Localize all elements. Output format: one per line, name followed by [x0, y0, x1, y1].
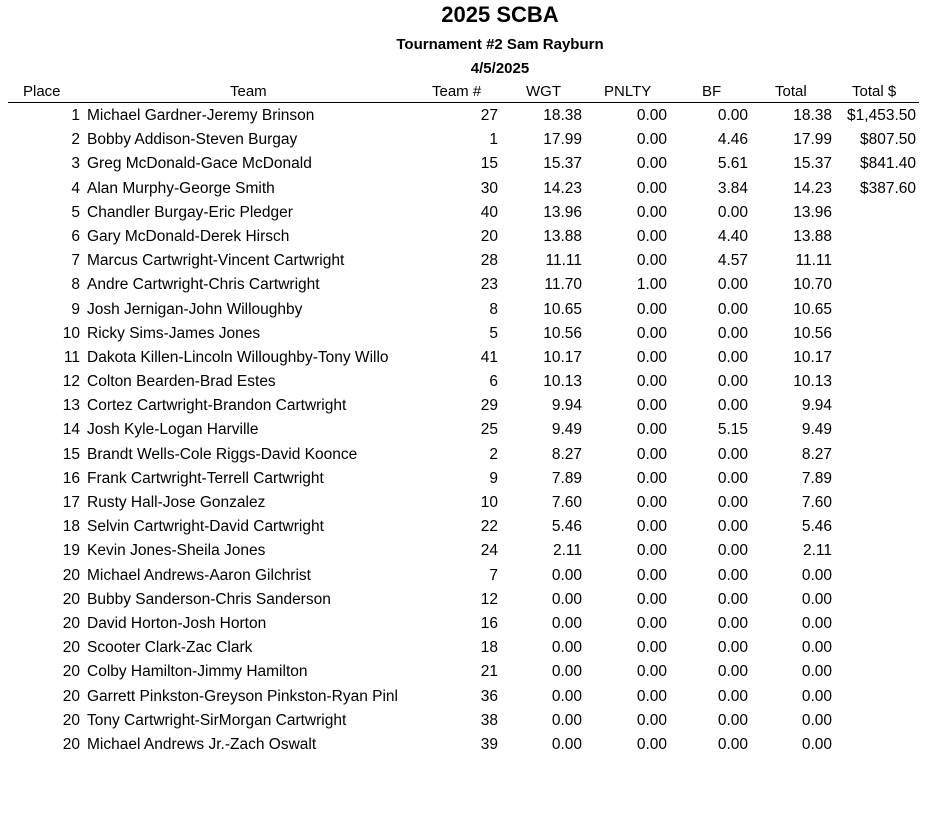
penalty-cell: 0.00: [636, 566, 667, 584]
team-number-cell: 24: [480, 542, 498, 560]
big-fish-cell: 0.00: [717, 348, 748, 366]
team-number-cell: 39: [480, 735, 498, 753]
team-cell: Cortez Cartwright-Brandon Cartwright: [87, 397, 347, 415]
total-cell: 17.99: [793, 131, 832, 149]
tournament-name: Tournament #2 Sam Rayburn: [396, 36, 604, 53]
place-cell: 19: [62, 542, 80, 560]
team-cell: Bubby Sanderson-Chris Sanderson: [87, 590, 331, 608]
penalty-cell: 0.00: [636, 348, 667, 366]
team-number-cell: 5: [489, 324, 498, 342]
table-row: [0, 225, 947, 249]
total-cell: 7.60: [801, 494, 832, 511]
team-number-cell: 9: [489, 469, 498, 487]
table-row: [0, 685, 947, 709]
penalty-cell: 0.00: [636, 735, 667, 753]
penalty-cell: 0.00: [636, 614, 667, 632]
big-fish-cell: 0.00: [717, 735, 748, 753]
total-cell: 9.49: [801, 421, 832, 439]
big-fish-cell: 0.00: [717, 107, 748, 124]
header-underline: [8, 102, 919, 103]
team-cell: Brandt Wells-Cole Riggs-David Koonce: [87, 445, 358, 463]
penalty-cell: 0.00: [636, 711, 667, 729]
weight-cell: 7.89: [551, 469, 582, 487]
place-cell: 11: [63, 348, 80, 366]
place-cell: 14: [62, 421, 80, 439]
team-number-cell: 30: [480, 179, 498, 197]
header-big-fish: BF: [702, 83, 722, 100]
team-cell: Gary McDonald-Derek Hirsch: [87, 227, 290, 245]
place-cell: 8: [71, 276, 80, 294]
big-fish-cell: 4.46: [717, 131, 748, 149]
table-row: [0, 733, 947, 757]
place-cell: 1: [71, 107, 80, 124]
place-cell: 18: [62, 518, 80, 536]
place-cell: 20: [62, 639, 80, 657]
weight-cell: 7.60: [551, 494, 582, 511]
penalty-cell: 0.00: [636, 324, 667, 342]
total-money-cell: $807.50: [859, 131, 916, 149]
big-fish-cell: 0.00: [717, 494, 748, 511]
penalty-cell: 0.00: [636, 155, 667, 173]
team-number-cell: 40: [480, 203, 498, 221]
place-cell: 10: [62, 324, 80, 342]
big-fish-cell: 5.61: [717, 155, 748, 173]
weight-cell: 10.17: [543, 348, 582, 366]
big-fish-cell: 0.00: [717, 711, 748, 729]
team-cell: Tony Cartwright-SirMorgan Cartwright: [87, 711, 347, 729]
team-cell: Michael Gardner-Jeremy Brinson: [87, 107, 315, 124]
place-cell: 16: [62, 469, 80, 487]
table-row: [0, 443, 947, 467]
table-row: [0, 298, 947, 322]
place-cell: 12: [62, 373, 80, 391]
team-number-cell: 22: [480, 518, 498, 536]
team-cell: Alan Murphy-George Smith: [87, 179, 275, 197]
team-cell: Frank Cartwright-Terrell Cartwright: [87, 469, 324, 487]
team-cell: Dakota Killen-Lincoln Willoughby-Tony Willo: [87, 348, 389, 366]
weight-cell: 0.00: [551, 639, 582, 657]
header-place: Place: [23, 83, 61, 100]
team-cell: Michael Andrews Jr.-Zach Oswalt: [87, 735, 317, 753]
weight-cell: 0.00: [551, 711, 582, 729]
weight-cell: 14.23: [543, 179, 582, 197]
table-row: [0, 709, 947, 733]
penalty-cell: 0.00: [636, 590, 667, 608]
table-row: [0, 128, 947, 152]
big-fish-cell: 0.00: [717, 566, 748, 584]
table-row: [0, 201, 947, 225]
header-team-number: Team #: [432, 83, 482, 100]
big-fish-cell: 0.00: [717, 203, 748, 221]
big-fish-cell: 3.84: [717, 179, 748, 197]
weight-cell: 9.49: [551, 421, 582, 439]
penalty-cell: 0.00: [636, 421, 667, 439]
total-cell: 0.00: [801, 566, 832, 584]
team-cell: Marcus Cartwright-Vincent Cartwright: [87, 252, 345, 270]
place-cell: 20: [62, 566, 80, 584]
penalty-cell: 0.00: [636, 687, 667, 705]
penalty-cell: 0.00: [636, 445, 667, 463]
total-cell: 10.56: [793, 324, 832, 342]
total-cell: 10.65: [793, 300, 832, 318]
total-cell: 9.94: [801, 397, 832, 415]
table-row: [0, 612, 947, 636]
big-fish-cell: 0.00: [717, 687, 748, 705]
big-fish-cell: 0.00: [717, 373, 748, 391]
results-table: [0, 104, 947, 757]
penalty-cell: 0.00: [636, 107, 667, 124]
place-cell: 2: [71, 131, 80, 149]
weight-cell: 8.27: [551, 445, 582, 463]
place-cell: 13: [62, 397, 80, 415]
weight-cell: 0.00: [551, 687, 582, 705]
total-cell: 0.00: [801, 590, 832, 608]
team-number-cell: 41: [480, 348, 498, 366]
total-cell: 14.23: [793, 179, 832, 197]
table-row: [0, 322, 947, 346]
team-number-cell: 7: [489, 566, 498, 584]
big-fish-cell: 0.00: [717, 614, 748, 632]
place-cell: 20: [62, 663, 80, 681]
team-number-cell: 29: [480, 397, 498, 415]
big-fish-cell: 4.40: [717, 227, 748, 245]
big-fish-cell: 0.00: [717, 663, 748, 681]
place-cell: 3: [71, 155, 80, 173]
team-number-cell: 21: [480, 663, 498, 681]
total-cell: 0.00: [801, 614, 832, 632]
big-fish-cell: 0.00: [717, 639, 748, 657]
total-cell: 11.11: [795, 252, 832, 270]
team-number-cell: 20: [480, 227, 498, 245]
table-row: [0, 249, 947, 273]
table-row: [0, 636, 947, 660]
table-row: [0, 467, 947, 491]
penalty-cell: 0.00: [636, 494, 667, 511]
table-row: [0, 491, 947, 515]
big-fish-cell: 4.57: [717, 252, 748, 270]
table-row: [0, 588, 947, 612]
team-cell: Michael Andrews-Aaron Gilchrist: [87, 566, 311, 584]
team-number-cell: 18: [480, 639, 498, 657]
total-cell: 8.27: [801, 445, 832, 463]
team-cell: Josh Jernigan-John Willoughby: [87, 300, 303, 318]
team-number-cell: 15: [480, 155, 498, 173]
total-cell: 5.46: [801, 518, 832, 536]
team-cell: David Horton-Josh Horton: [87, 614, 267, 632]
table-row: [0, 418, 947, 442]
place-cell: 20: [62, 687, 80, 705]
header-penalty: PNLTY: [604, 83, 652, 100]
table-row: [0, 346, 947, 370]
team-number-cell: 16: [480, 614, 498, 632]
penalty-cell: 0.00: [636, 252, 667, 270]
team-cell: Bobby Addison-Steven Burgay: [87, 131, 298, 149]
team-number-cell: 36: [480, 687, 498, 705]
penalty-cell: 0.00: [636, 179, 667, 197]
team-cell: Scooter Clark-Zac Clark: [87, 639, 253, 657]
weight-cell: 13.88: [543, 227, 582, 245]
weight-cell: 11.70: [544, 276, 582, 294]
table-row: [0, 104, 947, 128]
total-cell: 0.00: [801, 663, 832, 681]
place-cell: 15: [62, 445, 80, 463]
team-cell: Colton Bearden-Brad Estes: [87, 373, 276, 391]
place-cell: 20: [62, 711, 80, 729]
total-cell: 7.89: [801, 469, 832, 487]
penalty-cell: 0.00: [636, 639, 667, 657]
team-cell: Josh Kyle-Logan Harville: [87, 421, 259, 439]
total-cell: 2.11: [802, 542, 832, 560]
weight-cell: 10.13: [543, 373, 582, 391]
team-cell: Ricky Sims-James Jones: [87, 324, 261, 342]
team-number-cell: 28: [480, 252, 498, 270]
table-row: [0, 515, 947, 539]
team-number-cell: 38: [480, 711, 498, 729]
total-cell: 13.88: [793, 227, 832, 245]
big-fish-cell: 0.00: [717, 397, 748, 415]
team-cell: Greg McDonald-Gace McDonald: [87, 155, 312, 173]
big-fish-cell: 5.15: [717, 421, 748, 439]
team-number-cell: 12: [480, 590, 498, 608]
table-row: [0, 564, 947, 588]
total-money-cell: $387.60: [859, 179, 916, 197]
team-number-cell: 25: [480, 421, 498, 439]
penalty-cell: 0.00: [636, 300, 667, 318]
place-cell: 9: [71, 300, 80, 318]
penalty-cell: 0.00: [636, 663, 667, 681]
big-fish-cell: 0.00: [717, 518, 748, 536]
table-row: [0, 152, 947, 176]
penalty-cell: 1.00: [636, 276, 667, 294]
penalty-cell: 0.00: [636, 542, 667, 560]
table-row: [0, 370, 947, 394]
team-cell: Rusty Hall-Jose Gonzalez: [87, 494, 266, 511]
big-fish-cell: 0.00: [717, 542, 748, 560]
header-total-money: Total $: [852, 83, 897, 100]
weight-cell: 0.00: [551, 663, 582, 681]
page-title: 2025 SCBA: [441, 2, 559, 27]
total-cell: 10.17: [793, 348, 832, 366]
weight-cell: 10.56: [543, 324, 582, 342]
team-number-cell: 2: [489, 445, 498, 463]
place-cell: 20: [62, 614, 80, 632]
team-number-cell: 10: [480, 494, 498, 511]
penalty-cell: 0.00: [636, 131, 667, 149]
weight-cell: 13.96: [543, 203, 582, 221]
team-number-cell: 27: [480, 107, 498, 124]
weight-cell: 0.00: [551, 735, 582, 753]
table-row: [0, 394, 947, 418]
team-number-cell: 23: [480, 276, 498, 294]
total-cell: 0.00: [801, 711, 832, 729]
penalty-cell: 0.00: [636, 203, 667, 221]
place-cell: 20: [62, 590, 80, 608]
weight-cell: 0.00: [551, 566, 582, 584]
weight-cell: 0.00: [551, 614, 582, 632]
big-fish-cell: 0.00: [717, 469, 748, 487]
team-cell: Kevin Jones-Sheila Jones: [87, 542, 266, 560]
header-team: Team: [230, 83, 267, 100]
table-row: [0, 539, 947, 563]
team-cell: Chandler Burgay-Eric Pledger: [87, 203, 293, 221]
team-cell: Selvin Cartwright-David Cartwright: [87, 518, 324, 536]
table-row: [0, 273, 947, 297]
penalty-cell: 0.00: [636, 397, 667, 415]
table-row: [0, 177, 947, 201]
weight-cell: 18.38: [543, 107, 582, 124]
team-number-cell: 1: [489, 131, 498, 149]
total-cell: 15.37: [793, 155, 832, 173]
weight-cell: 15.37: [543, 155, 582, 173]
big-fish-cell: 0.00: [717, 590, 748, 608]
place-cell: 17: [62, 494, 80, 511]
weight-cell: 11.11: [545, 252, 582, 270]
team-number-cell: 6: [489, 373, 498, 391]
weight-cell: 0.00: [551, 590, 582, 608]
place-cell: 5: [71, 203, 80, 221]
penalty-cell: 0.00: [636, 373, 667, 391]
team-cell: Andre Cartwright-Chris Cartwright: [87, 276, 320, 294]
total-money-cell: $1,453.50: [847, 107, 916, 124]
penalty-cell: 0.00: [636, 227, 667, 245]
team-number-cell: 8: [489, 300, 498, 318]
header-total: Total: [775, 83, 807, 100]
place-cell: 6: [71, 227, 80, 245]
total-cell: 10.70: [793, 276, 832, 294]
total-cell: 0.00: [801, 639, 832, 657]
weight-cell: 5.46: [551, 518, 582, 536]
total-cell: 10.13: [793, 373, 832, 391]
place-cell: 4: [71, 179, 80, 197]
total-cell: 18.38: [793, 107, 832, 124]
team-cell: Colby Hamilton-Jimmy Hamilton: [87, 663, 308, 681]
weight-cell: 2.11: [552, 542, 582, 560]
big-fish-cell: 0.00: [717, 300, 748, 318]
penalty-cell: 0.00: [636, 518, 667, 536]
big-fish-cell: 0.00: [717, 276, 748, 294]
penalty-cell: 0.00: [636, 469, 667, 487]
header-weight: WGT: [526, 83, 561, 100]
big-fish-cell: 0.00: [717, 324, 748, 342]
total-cell: 13.96: [793, 203, 832, 221]
total-cell: 0.00: [801, 735, 832, 753]
team-cell: Garrett Pinkston-Greyson Pinkston-Ryan Pinl: [87, 687, 398, 705]
total-cell: 0.00: [801, 687, 832, 705]
tournament-date: 4/5/2025: [470, 60, 530, 77]
total-money-cell: $841.40: [859, 155, 916, 173]
place-cell: 7: [71, 252, 80, 270]
big-fish-cell: 0.00: [717, 445, 748, 463]
weight-cell: 9.94: [551, 397, 582, 415]
place-cell: 20: [62, 735, 80, 753]
weight-cell: 10.65: [543, 300, 582, 318]
weight-cell: 17.99: [543, 131, 582, 149]
table-row: [0, 660, 947, 684]
